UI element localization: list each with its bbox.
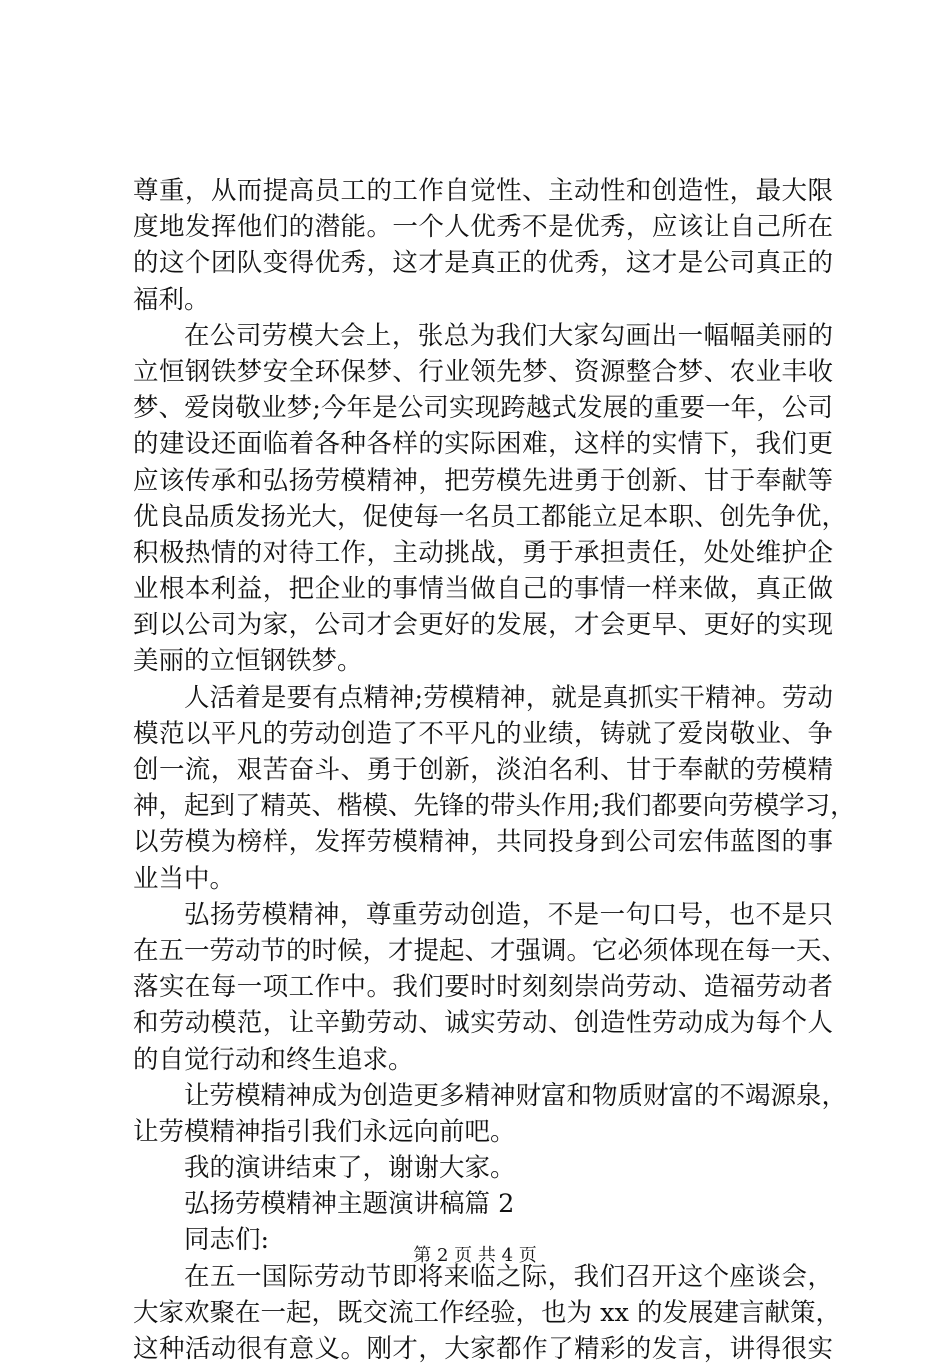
text-line: 到以公司为家，公司才会更好的发展，才会更早、更好的实现	[133, 610, 833, 641]
text-line: 以劳模为榜样，发挥劳模精神，共同投身到公司宏伟蓝图的事	[133, 827, 833, 858]
text-line: 美丽的立恒钢铁梦。	[133, 646, 363, 677]
text-line: 的建设还面临着各种各样的实际困难，这样的实情下，我们更	[133, 429, 833, 460]
text-line: 让劳模精神指引我们永远向前吧。	[133, 1116, 516, 1147]
text-line: 模范以平凡的劳动创造了不平凡的业绩，铸就了爱岗敬业、争	[133, 718, 833, 749]
text-line: 在五一劳动节的时候，才提起、才强调。它必须体现在每一天、	[133, 935, 848, 966]
text-line: 业当中。	[133, 863, 236, 894]
text-line: 福利。	[133, 284, 210, 315]
text-line: 梦、爱岗敬业梦;今年是公司实现跨越式发展的重要一年，公司	[133, 393, 833, 424]
text-line: 的这个团队变得优秀，这才是真正的优秀，这才是公司真正的	[133, 248, 833, 279]
text-line: 积极热情的对待工作，主动挑战，勇于承担责任，处处维护企	[133, 537, 833, 568]
text-line: 在公司劳模大会上，张总为我们大家勾画出一幅幅美丽的	[184, 320, 833, 351]
text-line: 业根本利益，把企业的事情当做自己的事情一样来做，真正做	[133, 574, 833, 605]
text-line: 和劳动模范，让辛勤劳动、诚实劳动、创造性劳动成为每个人	[133, 1008, 833, 1039]
text-line: 这种活动很有意义。刚才，大家都作了精彩的发言，讲得很实	[133, 1334, 833, 1364]
text-line: 在五一国际劳动节即将来临之际，我们召开这个座谈会，	[184, 1261, 833, 1292]
text-line: 弘扬劳模精神，尊重劳动创造，不是一句口号，也不是只	[184, 899, 833, 930]
text-line: 同志们:	[184, 1225, 270, 1256]
page-number-footer: 第 2 页 共 4 页	[413, 1245, 537, 1266]
text-line: 度地发挥他们的潜能。一个人优秀不是优秀，应该让自己所在	[133, 212, 833, 243]
text-line: 应该传承和弘扬劳模精神，把劳模先进勇于创新、甘于奉献等	[133, 465, 833, 496]
document-body	[133, 173, 856, 1367]
text-line: 我的演讲结束了，谢谢大家。	[184, 1153, 516, 1184]
text-line: 尊重，从而提高员工的工作自觉性、主动性和创造性，最大限	[133, 176, 833, 206]
text-line: 人活着是要有点精神;劳模精神，就是真抓实干精神。劳动	[184, 682, 833, 713]
text-line: 弘扬劳模精神主题演讲稿篇 2	[184, 1189, 515, 1220]
text-line: 的自觉行动和终生追求。	[133, 1044, 414, 1075]
text-line: 大家欢聚在一起，既交流工作经验，也为 xx 的发展建言献策，	[133, 1297, 841, 1328]
text-line: 创一流，艰苦奋斗、勇于创新，淡泊名利、甘于奉献的劳模精	[133, 755, 833, 785]
text-line: 让劳模精神成为创造更多精神财富和物质财富的不竭源泉，	[184, 1080, 848, 1111]
text-line: 落实在每一项工作中。我们要时时刻刻崇尚劳动、造福劳动者	[133, 972, 833, 1003]
text-line: 优良品质发扬光大，促使每一名员工都能立足本职、创先争优，	[133, 501, 848, 532]
text-line: 立恒钢铁梦安全环保梦、行业领先梦、资源整合梦、农业丰收	[133, 356, 833, 387]
text-line: 神，起到了精英、楷模、先锋的带头作用;我们都要向劳模学习，	[133, 791, 856, 822]
